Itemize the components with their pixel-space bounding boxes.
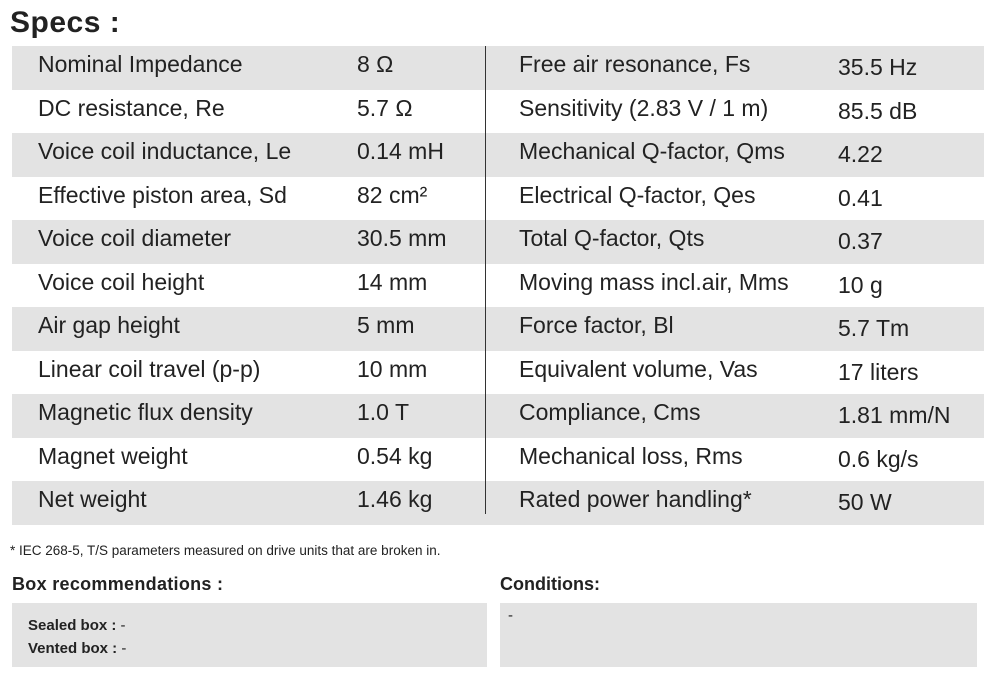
spec-label: Air gap height bbox=[38, 312, 180, 338]
spec-value: 35.5 Hz bbox=[838, 54, 918, 80]
table-row bbox=[12, 133, 984, 177]
table-row bbox=[12, 46, 984, 90]
table-row bbox=[12, 481, 984, 525]
box-recommendations-panel bbox=[12, 603, 487, 667]
vented-box-label: Vented box : bbox=[28, 640, 118, 657]
table-row bbox=[12, 307, 984, 351]
spec-label: Moving mass incl.air, Mms bbox=[519, 268, 789, 295]
spec-label: Voice coil inductance, Le bbox=[38, 138, 292, 164]
specs-table bbox=[12, 46, 984, 525]
spec-label: Magnetic flux density bbox=[38, 399, 253, 425]
spec-value: 8 Ω bbox=[357, 51, 394, 77]
spec-value: 0.37 bbox=[838, 228, 883, 254]
table-row bbox=[12, 264, 984, 308]
spec-label: DC resistance, Re bbox=[38, 94, 225, 121]
spec-value: 1.81 mm/N bbox=[838, 402, 951, 428]
spec-value: 4.22 bbox=[838, 141, 883, 167]
spec-value: 17 liters bbox=[838, 358, 919, 385]
footnote: * IEC 268-5, T/S parameters measured on drive units that are broken in. bbox=[10, 543, 441, 558]
spec-label: Effective piston area, Sd bbox=[38, 181, 287, 208]
spec-label: Net weight bbox=[38, 486, 147, 512]
spec-value: 0.41 bbox=[838, 184, 883, 211]
spec-label: Rated power handling* bbox=[519, 486, 752, 512]
spec-label: Voice coil diameter bbox=[38, 225, 232, 251]
spec-value: 1.46 kg bbox=[357, 486, 433, 512]
spec-value: 0.14 mH bbox=[357, 138, 444, 164]
spec-label: Equivalent volume, Vas bbox=[519, 355, 758, 382]
spec-label: Voice coil height bbox=[38, 268, 205, 295]
conditions-heading: Conditions: bbox=[500, 574, 600, 594]
spec-label: Nominal Impedance bbox=[38, 51, 243, 77]
spec-value: 5.7 Ω bbox=[357, 94, 413, 121]
column-divider bbox=[485, 46, 486, 514]
table-row bbox=[12, 177, 984, 221]
spec-value: 5.7 Tm bbox=[838, 315, 910, 341]
spec-value: 0.6 kg/s bbox=[838, 445, 919, 472]
spec-value: 30.5 mm bbox=[357, 225, 447, 251]
spec-label: Linear coil travel (p-p) bbox=[38, 355, 261, 382]
spec-value: 1.0 T bbox=[357, 399, 409, 425]
table-row bbox=[12, 351, 984, 395]
spec-label: Free air resonance, Fs bbox=[519, 51, 751, 77]
sealed-box-line bbox=[28, 617, 126, 634]
spec-label: Electrical Q-factor, Qes bbox=[519, 181, 756, 208]
spec-label: Force factor, Bl bbox=[519, 312, 674, 338]
spec-label: Compliance, Cms bbox=[519, 399, 701, 425]
spec-label: Sensitivity (2.83 V / 1 m) bbox=[519, 94, 769, 121]
vented-box-line bbox=[28, 640, 126, 657]
spec-label: Total Q-factor, Qts bbox=[519, 225, 705, 251]
spec-label: Magnet weight bbox=[38, 442, 188, 469]
spec-value: 5 mm bbox=[357, 312, 415, 338]
spec-value: 14 mm bbox=[357, 268, 428, 295]
table-row bbox=[12, 90, 984, 134]
spec-value: 10 g bbox=[838, 271, 883, 298]
table-row bbox=[12, 438, 984, 482]
table-row bbox=[12, 394, 984, 438]
table-row bbox=[12, 220, 984, 264]
box-recommendations-heading: Box recommendations : bbox=[12, 574, 224, 594]
conditions-panel bbox=[500, 603, 977, 667]
spec-label: Mechanical loss, Rms bbox=[519, 442, 743, 469]
spec-value: 85.5 dB bbox=[838, 97, 918, 124]
sealed-box-label: Sealed box : bbox=[28, 617, 117, 634]
vented-box-value: - bbox=[117, 640, 127, 657]
sealed-box-value: - bbox=[116, 617, 126, 634]
conditions-value: - bbox=[508, 607, 513, 624]
spec-value: 10 mm bbox=[357, 355, 428, 382]
spec-value: 0.54 kg bbox=[357, 442, 433, 469]
spec-label: Mechanical Q-factor, Qms bbox=[519, 138, 785, 164]
spec-value: 82 cm² bbox=[357, 181, 428, 208]
spec-value: 50 W bbox=[838, 489, 892, 515]
page-title: Specs : bbox=[10, 6, 121, 39]
